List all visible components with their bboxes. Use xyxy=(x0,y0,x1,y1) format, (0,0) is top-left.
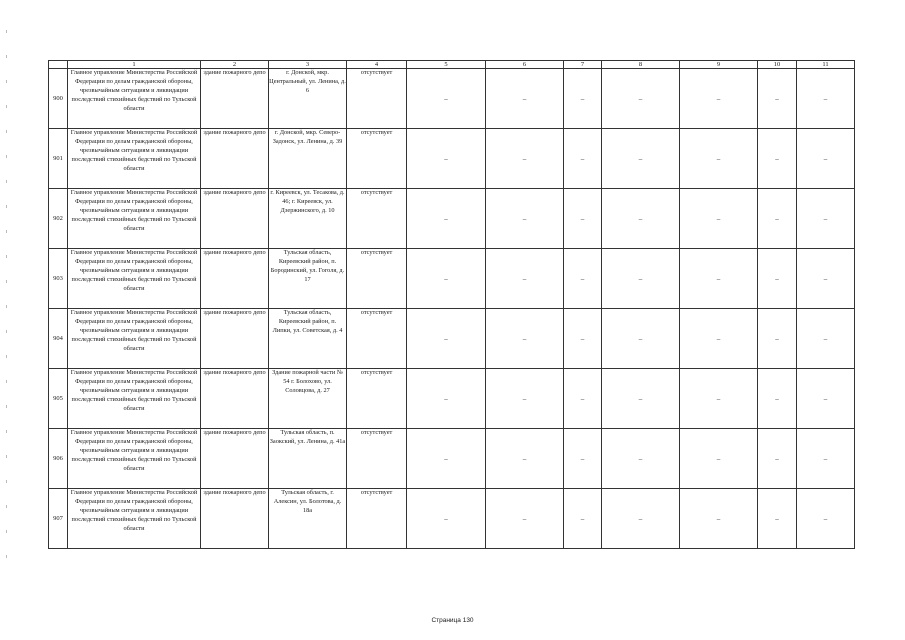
dash-cell: – xyxy=(486,309,564,369)
dash-cell: – xyxy=(407,129,486,189)
object-cell: здание пожарного депо xyxy=(201,489,269,549)
column-header: 3 xyxy=(269,61,347,69)
column-header: 2 xyxy=(201,61,269,69)
column-header: 10 xyxy=(758,61,797,69)
row-number: 906 xyxy=(49,429,68,489)
dash-cell: – xyxy=(486,69,564,129)
dash-cell: – xyxy=(680,489,758,549)
object-cell: здание пожарного депо xyxy=(201,189,269,249)
dash-cell: – xyxy=(486,249,564,309)
owner-cell: Главное управление Министерства Российской Федерации по делам гражданской обороны, чрезвычайным ситуациям и ликвидации последствий стихийных бедствий по Тульской области xyxy=(68,309,201,369)
dash-cell: – xyxy=(797,429,855,489)
dash-cell: – xyxy=(797,489,855,549)
address-cell: г. Донской, мкр. Северо-Задонск, ул. Ленина, д. 39 xyxy=(269,129,347,189)
dash-cell: – xyxy=(602,189,680,249)
address-cell: Тульская область, Киреевский район, п. Бородинский, ул. Гоголя, д. 17 xyxy=(269,249,347,309)
row-number: 905 xyxy=(49,369,68,429)
table-body xyxy=(49,69,855,549)
table-row xyxy=(49,369,855,429)
dash-cell: – xyxy=(564,69,602,129)
dash-cell: – xyxy=(797,69,855,129)
column-header: 5 xyxy=(407,61,486,69)
dash-cell: – xyxy=(797,309,855,369)
table-row xyxy=(49,69,855,129)
dash-cell: – xyxy=(680,249,758,309)
status-cell: отсутствует xyxy=(347,129,407,189)
column-header: 8 xyxy=(602,61,680,69)
dash-cell: – xyxy=(797,129,855,189)
dash-cell: – xyxy=(486,369,564,429)
dash-cell: – xyxy=(797,189,855,249)
dash-cell: – xyxy=(407,69,486,129)
dash-cell: – xyxy=(758,369,797,429)
dash-cell: – xyxy=(564,309,602,369)
table-row xyxy=(49,129,855,189)
column-header xyxy=(49,61,68,69)
dash-cell: – xyxy=(602,369,680,429)
column-number-row xyxy=(49,61,855,69)
dash-cell: – xyxy=(602,129,680,189)
dash-cell: – xyxy=(407,429,486,489)
column-header: 11 xyxy=(797,61,855,69)
column-header: 4 xyxy=(347,61,407,69)
object-cell: здание пожарного депо xyxy=(201,369,269,429)
address-cell: Тульская область, г. Алексин, ул. Болотова, д. 18а xyxy=(269,489,347,549)
status-cell: отсутствует xyxy=(347,309,407,369)
dash-cell: – xyxy=(758,189,797,249)
address-cell: г. Донской, мкр. Центральный, ул. Ленина, д. 6 xyxy=(269,69,347,129)
dash-cell: – xyxy=(797,249,855,309)
dash-cell: – xyxy=(407,369,486,429)
owner-cell: Главное управление Министерства Российской Федерации по делам гражданской обороны, чрезвычайным ситуациям и ликвидации последствий стихийных бедствий по Тульской области xyxy=(68,369,201,429)
dash-cell: – xyxy=(680,69,758,129)
dash-cell: – xyxy=(758,309,797,369)
dash-cell: – xyxy=(486,129,564,189)
dash-cell: – xyxy=(564,129,602,189)
page-number: Страница 130 xyxy=(431,617,474,624)
status-cell: отсутствует xyxy=(347,249,407,309)
dash-cell: – xyxy=(602,309,680,369)
dash-cell: – xyxy=(564,489,602,549)
dash-cell: – xyxy=(680,309,758,369)
scan-edge-marks xyxy=(6,30,8,610)
row-number: 900 xyxy=(49,69,68,129)
row-number: 904 xyxy=(49,309,68,369)
owner-cell: Главное управление Министерства Российской Федерации по делам гражданской обороны, чрезвычайным ситуациям и ликвидации последствий стихийных бедствий по Тульской области xyxy=(68,69,201,129)
dash-cell: – xyxy=(564,369,602,429)
row-number: 907 xyxy=(49,489,68,549)
status-cell: отсутствует xyxy=(347,489,407,549)
dash-cell: – xyxy=(758,69,797,129)
dash-cell: – xyxy=(602,429,680,489)
column-header: 1 xyxy=(68,61,201,69)
table-row xyxy=(49,429,855,489)
table-row xyxy=(49,309,855,369)
object-cell: здание пожарного депо xyxy=(201,309,269,369)
address-cell: Здание пожарной части № 54 г. Болохово, ул. Соловцова, д. 27 xyxy=(269,369,347,429)
status-cell: отсутствует xyxy=(347,189,407,249)
dash-cell: – xyxy=(602,249,680,309)
address-cell: Тульская область, п. Заокский, ул. Ленина, д. 41а xyxy=(269,429,347,489)
object-cell: здание пожарного депо xyxy=(201,429,269,489)
owner-cell: Главное управление Министерства Российской Федерации по делам гражданской обороны, чрезвычайным ситуациям и ликвидации последствий стихийных бедствий по Тульской области xyxy=(68,189,201,249)
dash-cell: – xyxy=(407,309,486,369)
table-row xyxy=(49,489,855,549)
dash-cell: – xyxy=(486,189,564,249)
owner-cell: Главное управление Министерства Российской Федерации по делам гражданской обороны, чрезвычайным ситуациям и ликвидации последствий стихийных бедствий по Тульской области xyxy=(68,489,201,549)
table-row xyxy=(49,189,855,249)
dash-cell: – xyxy=(486,429,564,489)
dash-cell: – xyxy=(564,249,602,309)
dash-cell: – xyxy=(758,429,797,489)
status-cell: отсутствует xyxy=(347,429,407,489)
row-number: 903 xyxy=(49,249,68,309)
dash-cell: – xyxy=(758,489,797,549)
owner-cell: Главное управление Министерства Российской Федерации по делам гражданской обороны, чрезвычайным ситуациям и ликвидации последствий стихийных бедствий по Тульской области xyxy=(68,249,201,309)
dash-cell: – xyxy=(680,429,758,489)
dash-cell: – xyxy=(407,489,486,549)
dash-cell: – xyxy=(680,369,758,429)
column-header: 7 xyxy=(564,61,602,69)
dash-cell: – xyxy=(407,189,486,249)
dash-cell: – xyxy=(407,249,486,309)
dash-cell: – xyxy=(564,429,602,489)
address-cell: Тульская область, Киреевский район, п. Липки, ул. Советская, д. 4 xyxy=(269,309,347,369)
address-cell: г. Киреевск, ул. Тесакова, д. 46; г. Киреевск, ул. Дзержинского, д. 10 xyxy=(269,189,347,249)
table-row xyxy=(49,249,855,309)
object-cell: здание пожарного депо xyxy=(201,249,269,309)
dash-cell: – xyxy=(758,249,797,309)
dash-cell: – xyxy=(486,489,564,549)
owner-cell: Главное управление Министерства Российской Федерации по делам гражданской обороны, чрезвычайным ситуациям и ликвидации последствий стихийных бедствий по Тульской области xyxy=(68,429,201,489)
row-number: 901 xyxy=(49,129,68,189)
status-cell: отсутствует xyxy=(347,369,407,429)
dash-cell: – xyxy=(680,189,758,249)
dash-cell: – xyxy=(797,369,855,429)
column-header: 9 xyxy=(680,61,758,69)
object-cell: здание пожарного депо xyxy=(201,129,269,189)
object-cell: здание пожарного депо xyxy=(201,69,269,129)
status-cell: отсутствует xyxy=(347,69,407,129)
owner-cell: Главное управление Министерства Российской Федерации по делам гражданской обороны, чрезвычайным ситуациям и ликвидации последствий стихийных бедствий по Тульской области xyxy=(68,129,201,189)
dash-cell: – xyxy=(564,189,602,249)
registry-table xyxy=(48,60,855,549)
dash-cell: – xyxy=(758,129,797,189)
dash-cell: – xyxy=(602,489,680,549)
row-number: 902 xyxy=(49,189,68,249)
dash-cell: – xyxy=(680,129,758,189)
dash-cell: – xyxy=(602,69,680,129)
column-header: 6 xyxy=(486,61,564,69)
